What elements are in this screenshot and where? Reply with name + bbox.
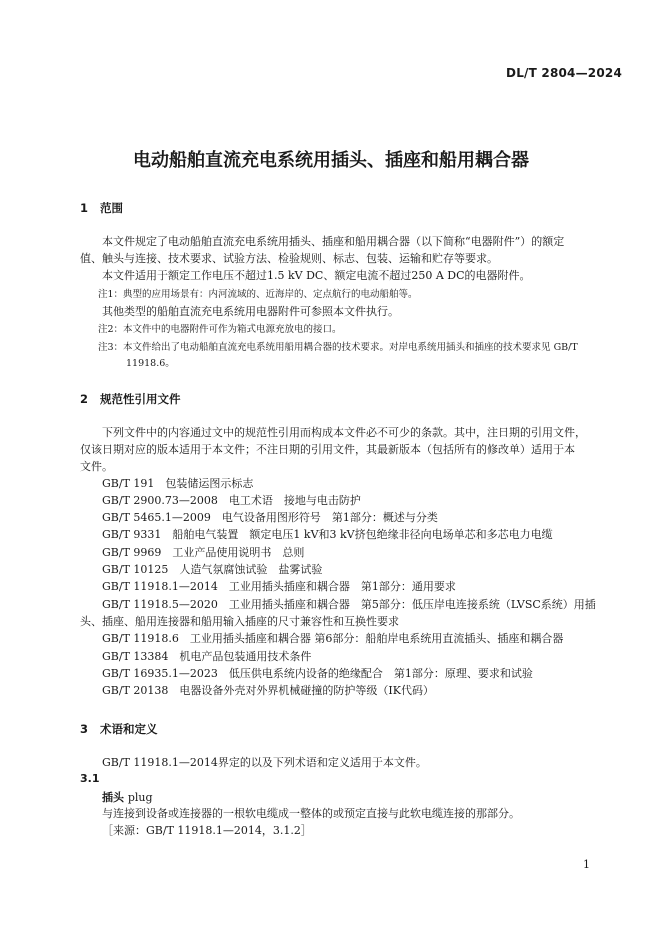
paragraph: GB/T 11918.1—2014界定的以及下列术语和定义适用于本文件。 xyxy=(102,756,427,769)
section-number: 1 xyxy=(80,201,89,215)
reference-item: GB/T 9969 工业产品使用说明书 总则 xyxy=(102,546,305,559)
paragraph: 本文件规定了电动船舶直流充电系统用插头、插座和船用耦合器（以下简称“电器附件”）的额定 xyxy=(102,235,565,248)
page-number: 1 xyxy=(583,858,590,871)
reference-item: GB/T 20138 电器设备外壳对外界机械碰撞的防护等级（IK代码） xyxy=(102,684,434,697)
section-1-heading xyxy=(80,200,123,216)
note: 注3：本文件给出了电动船舶直流充电系统用船用耦合器的技术要求。对岸电系统用插头和插座的技术要求见 GB/T xyxy=(98,342,578,353)
reference-item: GB/T 11918.6 工业用插头插座和耦合器 第6部分：船舶岸电系统用直流插头、插座和耦合器 xyxy=(102,632,564,645)
reference-item: GB/T 11918.1—2014 工业用插头插座和耦合器 第1部分：通用要求 xyxy=(102,580,456,593)
reference-item: GB/T 9331 船舶电气装置 额定电压1 kV和3 kV挤包绝缘非径向电场单芯和多芯电力电缆 xyxy=(102,528,553,541)
term-heading xyxy=(102,789,153,805)
paragraph: 仅该日期对应的版本适用于本文件；不注日期的引用文件，其最新版本（包括所有的修改单）适用于本 xyxy=(80,443,575,456)
note: 注1：典型的应用场景有：内河流域的、近海岸的、定点航行的电动船舶等。 xyxy=(98,289,418,300)
paragraph: 其他类型的船舶直流充电系统用电器附件可参照本文件执行。 xyxy=(102,305,399,318)
paragraph: 文件。 xyxy=(80,460,113,473)
paragraph: 下列文件中的内容通过文中的规范性引用而构成本文件必不可少的条款。其中，注日期的引用文件， xyxy=(102,426,586,439)
section-3-heading xyxy=(80,721,158,737)
reference-item: GB/T 16935.1—2023 低压供电系统内设备的绝缘配合 第1部分：原理、要求和试验 xyxy=(102,667,533,680)
reference-item: GB/T 5465.1—2009 电气设备用图形符号 第1部分：概述与分类 xyxy=(102,511,438,524)
term-chinese: 插头 xyxy=(102,791,124,804)
section-number: 3 xyxy=(80,722,89,736)
reference-item: 头、插座、船用连接器和船用输入插座的尺寸兼容性和互换性要求 xyxy=(80,615,399,628)
reference-item: GB/T 10125 人造气氛腐蚀试验 盐雾试验 xyxy=(102,563,323,576)
section-number: 2 xyxy=(80,392,89,406)
reference-item: GB/T 13384 机电产品包装通用技术条件 xyxy=(102,650,312,663)
paragraph: 值、触头与连接、技术要求、试验方法、检验规则、标志、包装、运输和贮存等要求。 xyxy=(80,252,498,265)
section-title: 范围 xyxy=(100,201,123,215)
reference-item: GB/T 11918.5—2020 工业用插头插座和耦合器 第5部分：低压岸电连接系统（LVSC系统）用插 xyxy=(102,598,596,611)
definition: 与连接到设备或连接器的一根软电缆成一整体的或预定直接与此软电缆连接的那部分。 xyxy=(102,807,520,820)
term-english: plug xyxy=(127,791,153,804)
term-number: 3.1 xyxy=(80,772,100,785)
note: 11918.6。 xyxy=(126,358,175,369)
paragraph: 本文件适用于额定工作电压不超过1.5 kV DC、额定电流不超过250 A DC的电器附件。 xyxy=(102,269,531,282)
document-title: 电动船舶直流充电系统用插头、插座和船用耦合器 xyxy=(133,150,529,171)
reference-item: GB/T 2900.73—2008 电工术语 接地与电击防护 xyxy=(102,494,361,507)
reference-item: GB/T 191 包装储运图示标志 xyxy=(102,477,254,490)
section-2-heading xyxy=(80,391,181,407)
standard-number: DL/T 2804—2024 xyxy=(506,66,622,80)
section-title: 术语和定义 xyxy=(100,722,158,736)
section-title: 规范性引用文件 xyxy=(100,392,181,406)
definition-source: ［来源：GB/T 11918.1—2014，3.1.2］ xyxy=(102,824,312,837)
note: 注2：本文件中的电器附件可作为箱式电源充放电的接口。 xyxy=(98,324,342,335)
